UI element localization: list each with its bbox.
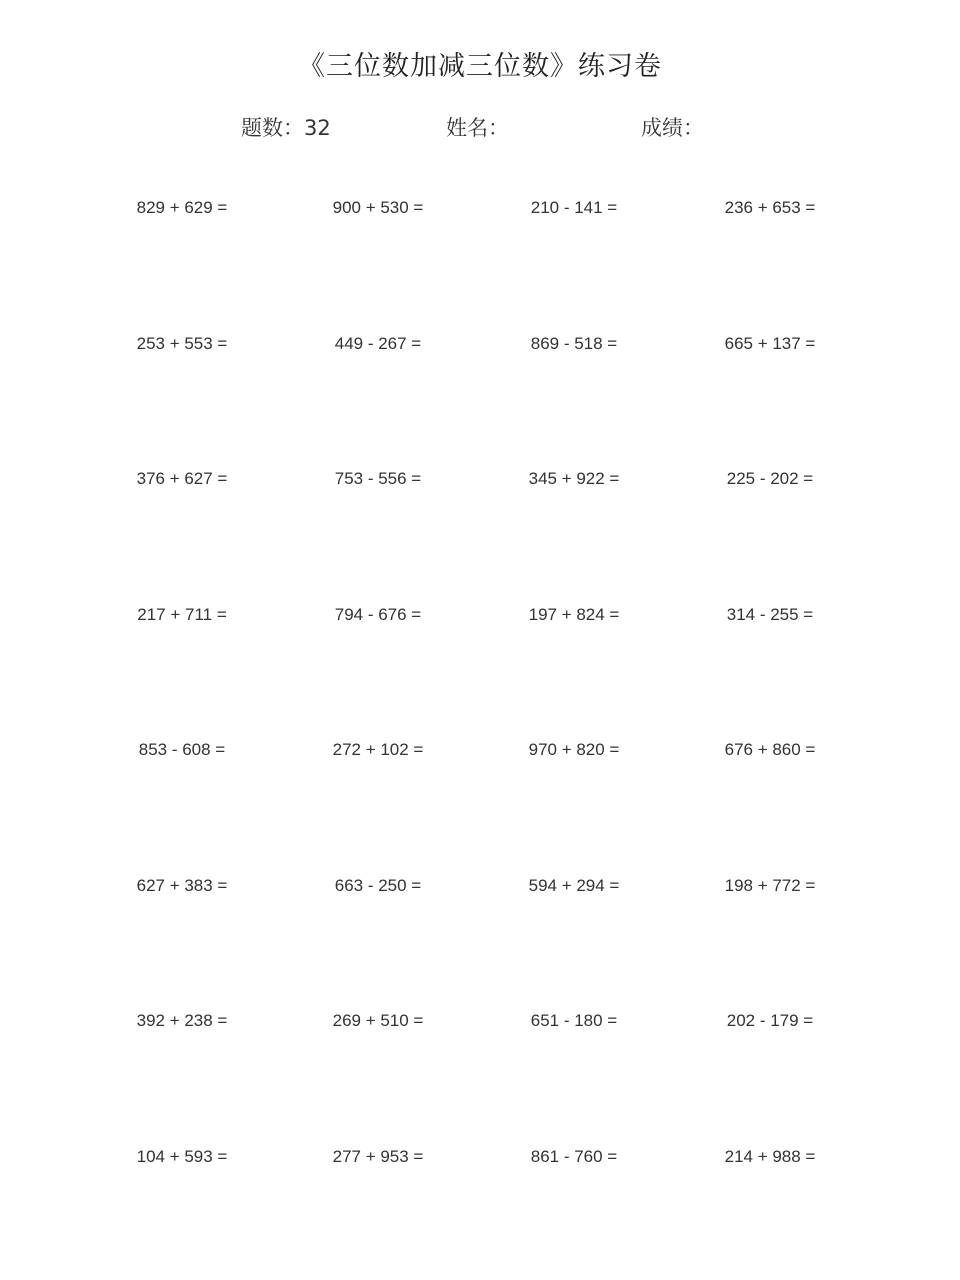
name-field-label: 姓名：: [446, 116, 509, 140]
problem-item: 376 + 627 =: [136, 469, 228, 488]
problem-grid: [84, 196, 868, 1280]
problem-item: 676 + 860 =: [724, 740, 816, 759]
problem-item: 651 - 180 =: [530, 1011, 618, 1030]
problem-item: 663 - 250 =: [334, 875, 422, 895]
problem-item: 210 - 141 =: [530, 198, 618, 217]
problem-item: 202 - 179 =: [726, 1011, 814, 1030]
problem-item: 197 + 824 =: [528, 604, 620, 624]
problem-item: 829 + 629 =: [136, 198, 228, 217]
problem-item: 449 - 267 =: [334, 333, 422, 353]
problem-item: 970 + 820 =: [528, 740, 620, 759]
problem-item: 794 - 676 =: [334, 604, 422, 624]
problem-item: 594 + 294 =: [528, 875, 620, 895]
problem-item: 665 + 137 =: [724, 333, 816, 353]
problem-item: 217 + 711 =: [137, 604, 227, 624]
problem-item: 253 + 553 =: [136, 333, 228, 353]
score-field-label: 成绩：: [641, 116, 704, 140]
problem-item: 104 + 593 =: [136, 1146, 228, 1166]
problem-item: 861 - 760 =: [530, 1146, 618, 1166]
problem-item: 269 + 510 =: [332, 1011, 424, 1030]
problem-item: 272 + 102 =: [332, 740, 424, 759]
problem-item: 225 - 202 =: [726, 469, 814, 488]
problem-item: 869 - 518 =: [530, 333, 618, 353]
question-count-label: 题数：32: [241, 116, 331, 140]
problem-item: 198 + 772 =: [724, 875, 816, 895]
problem-item: 853 - 608 =: [138, 740, 226, 759]
problem-item: 753 - 556 =: [334, 469, 422, 488]
problem-item: 900 + 530 =: [332, 198, 424, 217]
worksheet-title: 《三位数加减三位数》练习卷: [298, 51, 662, 82]
problem-item: 392 + 238 =: [136, 1011, 228, 1030]
problem-item: 236 + 653 =: [724, 198, 816, 217]
problem-item: 214 + 988 =: [724, 1146, 816, 1166]
problem-item: 277 + 953 =: [332, 1146, 424, 1166]
problem-item: 314 - 255 =: [726, 604, 814, 624]
problem-item: 627 + 383 =: [136, 875, 228, 895]
problem-item: 345 + 922 =: [528, 469, 620, 488]
